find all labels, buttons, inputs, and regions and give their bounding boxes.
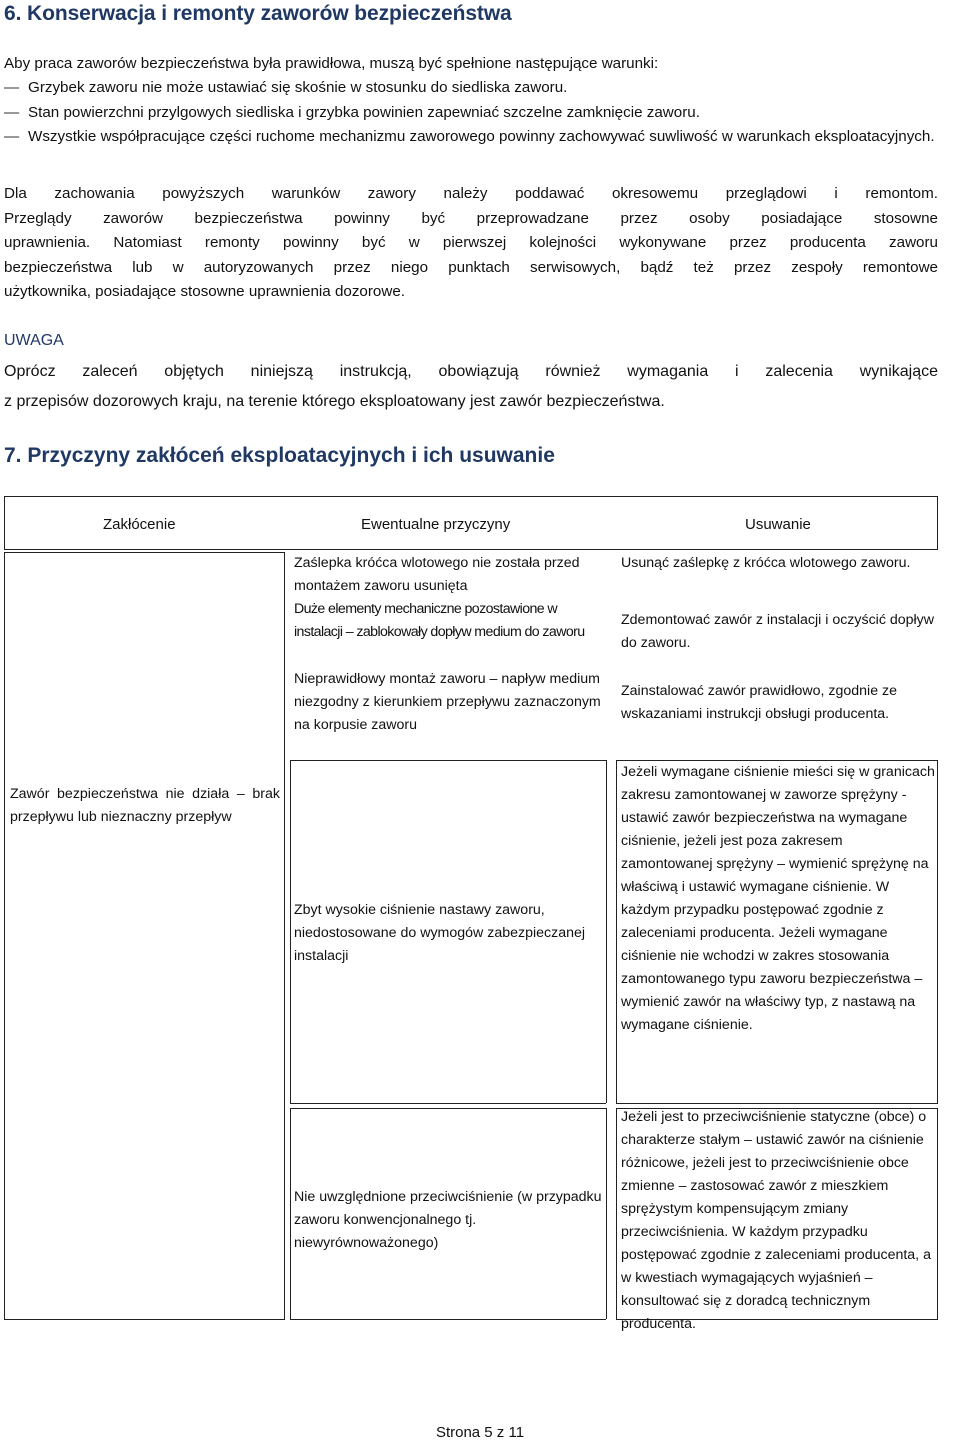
condition-item: — Stan powierzchni przylgowych siedliska i grzybka powinien zapewniać szczelne zamknięcie zaworu.	[4, 101, 938, 126]
cause-cell: Zaślepka króćca wlotowego nie została przed montażem zaworu usunięta	[294, 555, 580, 594]
paragraph-line: użytkownika, posiadające stosowne uprawnienia dozorowe.	[4, 283, 406, 300]
cell-border	[4, 552, 5, 1319]
remedy-cell: Jeżeli jest to przeciwciśnienie statyczne (obce) o charakterze stałym – ustawić zawór na ciśnienie różnicowe, jeżeli jest to przeciwciśnienie obce zmienne – zastosować zawór z mieszkiem sprężystym kompensującym zmiany przeciwciśnienia. W każdym przypadku postępować zgodnie z zaleceniami producenta, a w kwestiach wymagających wyjaśnień – konsultować się z doradcą technicznym producenta.	[621, 1109, 931, 1332]
remedy-cell: Zainstalować zawór prawidłowo, zgodnie ze wskazaniami instrukcji obsługi producenta.	[621, 683, 898, 722]
cause-cell: Zbyt wysokie ciśnienie nastawy zaworu, niedostosowane do wymogów zabezpieczanej instalacji	[294, 902, 586, 964]
paragraph-line: Dla zachowania powyższych warunków zawory należy poddawać okresowemu przeglądowi i remontom.	[4, 185, 938, 202]
page-number: Strona 5 z 11	[435, 1424, 525, 1441]
cell-border	[290, 1103, 606, 1104]
cause-cell: Nieprawidłowy montaż zaworu – napływ medium niezgodny z kierunkiem przepływu zaznaczonym na korpusie zaworu	[294, 671, 601, 733]
cell-border	[284, 552, 285, 1319]
cell-border	[290, 760, 606, 761]
cell-border	[290, 760, 291, 1103]
cell-border	[290, 1108, 606, 1109]
table-header-row	[4, 496, 938, 550]
remedy-cell: Usunąć zaślepkę z króćca wlotowego zaworu.	[621, 555, 911, 571]
conditions-list	[4, 76, 938, 150]
cell-border	[290, 1319, 606, 1320]
cause-cell: Duże elementy mechaniczne pozostawione w instalacji – zablokowały dopływ medium do zaworu	[294, 601, 585, 640]
cell-border	[937, 760, 938, 1103]
cell-border	[290, 1108, 291, 1319]
paragraph-line: bezpieczeństwa lub w autoryzowanych przez niego punktach serwisowych, bądź też przez zespoły remontowe	[4, 258, 938, 276]
cell-border	[4, 552, 285, 553]
condition-item: — Grzybek zaworu nie może ustawiać się skośnie w stosunku do siedliska zaworu.	[4, 76, 938, 101]
cell-border	[937, 1108, 938, 1319]
troubleshooting-table	[4, 496, 938, 1338]
warning-heading: UWAGA	[4, 332, 64, 349]
section-7-heading: 7. Przyczyny zakłóceń eksploatacyjnych i ich usuwanie	[4, 444, 555, 467]
cause-cell: Nie uwzględnione przeciwciśnienie (w przypadku zaworu konwencjonalnego tj. niewyrównoważonego)	[294, 1189, 602, 1251]
cell-border	[616, 1108, 617, 1319]
cell-border	[606, 760, 607, 1103]
paragraph-line: uprawnienia. Natomiast remonty powinny być w pierwszej kolejności wykonywane przez producenta zaworu	[4, 234, 938, 251]
cell-border	[616, 760, 617, 1103]
cell-border	[616, 1103, 938, 1104]
cell-border	[606, 1108, 607, 1319]
paragraph-line: Przeglądy zaworów bezpieczeństwa powinny być przeprowadzane przez osoby posiadające stosowne	[4, 209, 938, 227]
remedy-cell: Zdemontować zawór z instalacji i oczyścić dopływ do zaworu.	[621, 612, 935, 651]
condition-item: — Wszystkie współpracujące części ruchome mechanizmu zaworowego powinny zachowywać suwliwość w warunkach eksploatacyjnych.	[4, 125, 938, 150]
remedy-cell: Jeżeli wymagane ciśnienie mieści się w granicach zakresu zamontowanej w zaworze sprężyny - ustawić zawór bezpieczeństwa na wymagane ciśnienie, jeżeli jest poza zakresem zamontowanej sprężyny – wymienić sprężynę na właściwą i ustawić wymagane ciśnienie. W każdym przypadku postępować zgodnie z zaleceniami producenta. Jeżeli wymagane ciśnienie nie wchodzi w zakres stosowania zamontowanego typu zaworu bezpieczeństwa – wymienić zawór na właściwy typ, z nastawą na wymagane ciśnienie.	[621, 764, 935, 1033]
header-fault: Zakłócenie	[103, 516, 176, 533]
section-6-intro: Aby praca zaworów bezpieczeństwa była prawidłowa, muszą być spełnione następujące warunki:	[4, 55, 659, 72]
section-6-heading: 6. Konserwacja i remonty zaworów bezpieczeństwa	[4, 2, 512, 25]
header-remedy: Usuwanie	[745, 516, 811, 533]
header-causes: Ewentualne przyczyny	[361, 516, 511, 533]
warning-line: Oprócz zaleceń objętych niniejszą instrukcją, obowiązują również wymagania i zalecenia wynikające	[4, 363, 938, 380]
cell-border	[4, 1319, 285, 1320]
warning-line: z przepisów dozorowych kraju, na terenie którego eksploatowany jest zawór bezpieczeństwa.	[4, 393, 665, 410]
fault-cell: Zawór bezpieczeństwa nie działa – brak przepływu lub nieznaczny przepływ	[10, 786, 280, 825]
maintenance-paragraph	[4, 182, 938, 305]
warning-paragraph	[4, 357, 938, 417]
